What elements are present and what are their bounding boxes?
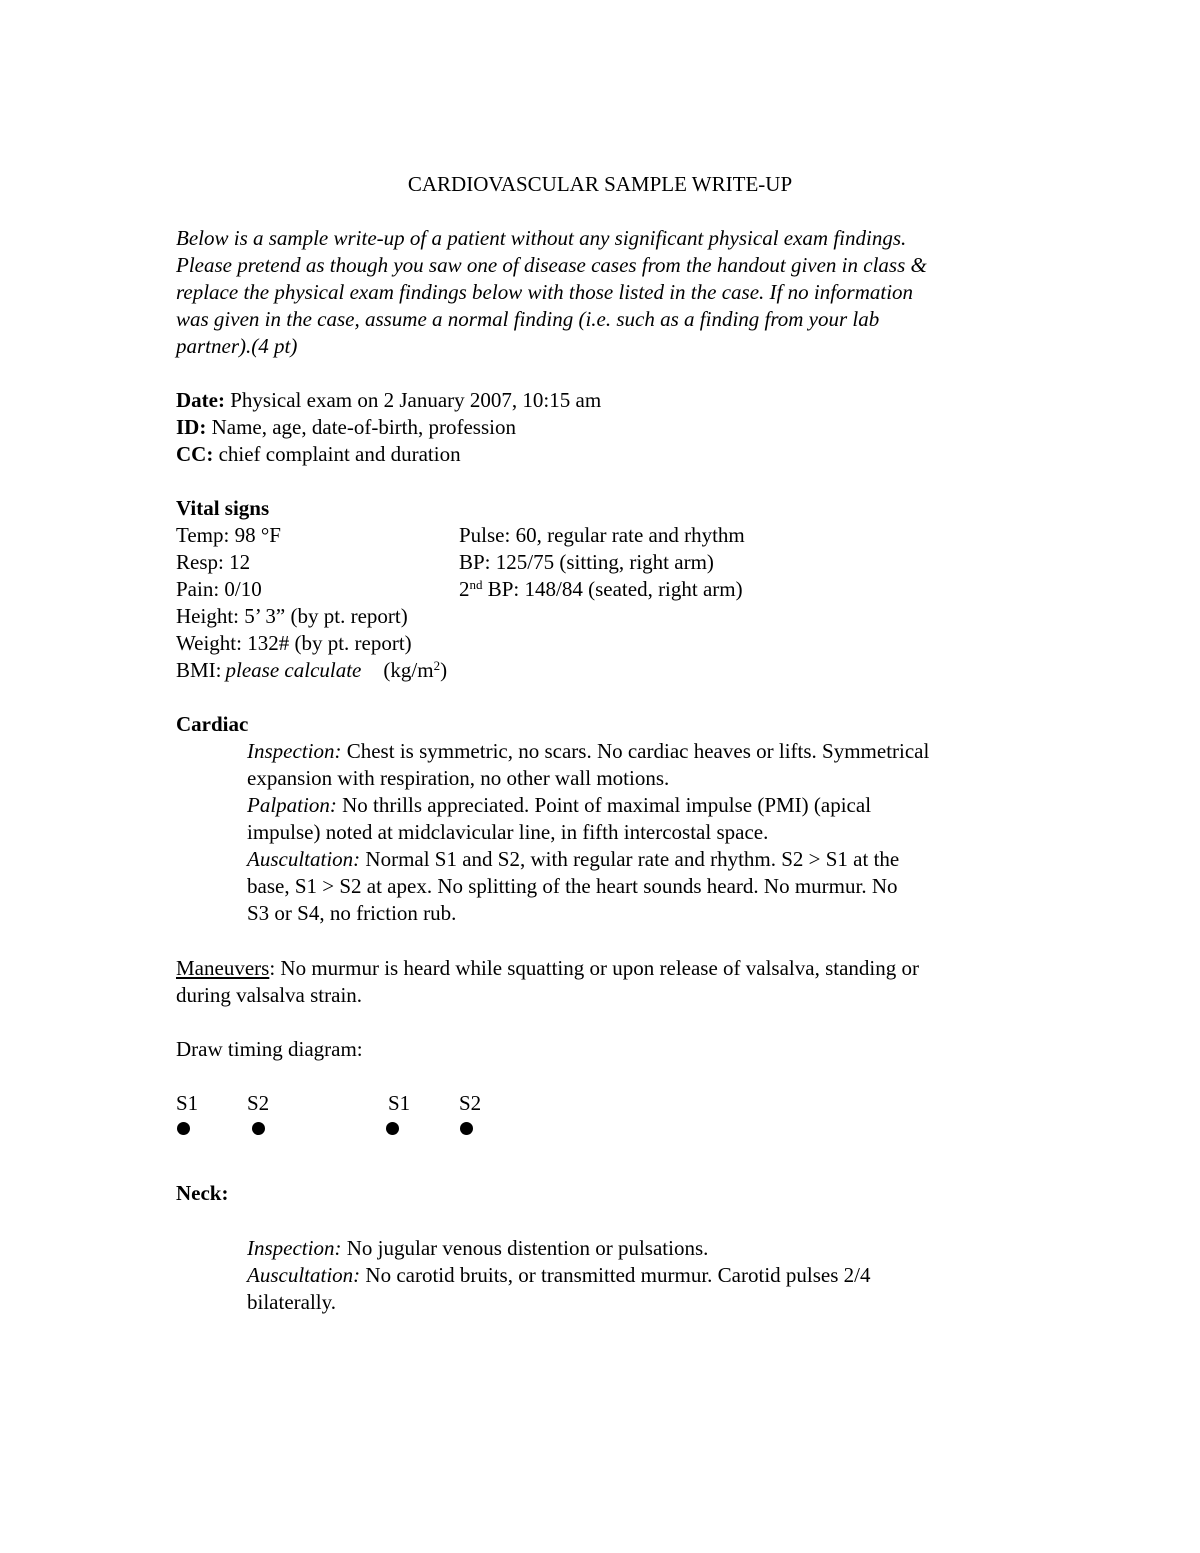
vital-pain: Pain: 0/10 — [176, 577, 262, 601]
timing-label-s1-first: S1 — [176, 1091, 199, 1115]
timing-label-s2-first: S2 — [247, 1091, 270, 1115]
cardiac-inspection-cont: expansion with respiration, no other wall motions. — [247, 766, 670, 790]
heart-sound-dot — [252, 1122, 265, 1135]
id-line — [176, 414, 516, 441]
maneuvers-cont: during valsalva strain. — [176, 983, 363, 1007]
intro-line: Please pretend as though you saw one of disease cases from the handout given in class & — [176, 253, 927, 277]
vital-pulse: Pulse: 60, regular rate and rhythm — [459, 523, 745, 547]
vital-temp: Temp: 98 °F — [176, 523, 281, 547]
page-title: CARDIOVASCULAR SAMPLE WRITE-UP — [407, 172, 793, 196]
maneuvers-line — [176, 955, 919, 982]
cardiac-auscultation-cont2: S3 or S4, no friction rub. — [247, 901, 457, 925]
vital-resp: Resp: 12 — [176, 550, 251, 574]
id-value: Name, age, date-of-birth, profession — [211, 415, 516, 439]
second-bp-text: BP: 148/84 (seated, right arm) — [482, 577, 743, 601]
inspection-label: Inspection: — [247, 739, 342, 763]
neck-auscultation-label: Auscultation: — [247, 1263, 361, 1287]
vital-signs-heading: Vital signs — [176, 496, 270, 520]
palpation-label: Palpation: — [247, 793, 337, 817]
timing-prompt: Draw timing diagram: — [176, 1037, 363, 1061]
timing-label-s1-second: S1 — [388, 1091, 411, 1115]
cardiac-palpation — [247, 792, 871, 819]
vital-bmi — [176, 657, 447, 684]
intro-line: replace the physical exam findings below with those listed in the case. If no information — [176, 280, 914, 304]
heart-sound-dot — [460, 1122, 473, 1135]
cc-value: chief complaint and duration — [218, 442, 461, 466]
timing-label-s2-second: S2 — [459, 1091, 482, 1115]
vital-bp: BP: 125/75 (sitting, right arm) — [459, 550, 714, 574]
date-label: Date: — [176, 388, 225, 412]
heart-sound-dot — [386, 1122, 399, 1135]
maneuvers-text: : No murmur is heard while squatting or upon release of valsalva, standing or — [269, 956, 919, 980]
neck-auscultation-cont: bilaterally. — [247, 1290, 337, 1314]
cardiac-heading: Cardiac — [176, 712, 249, 736]
auscultation-label: Auscultation: — [247, 847, 361, 871]
second-bp-number: 2 — [459, 577, 470, 601]
neck-auscultation — [247, 1262, 871, 1289]
cardiac-auscultation — [247, 846, 899, 873]
id-label: ID: — [176, 415, 207, 439]
cardiac-palpation-cont: impulse) noted at midclavicular line, in fifth intercostal space. — [247, 820, 769, 844]
cc-label: CC: — [176, 442, 214, 466]
vital-weight: Weight: 132# (by pt. report) — [176, 631, 412, 655]
neck-inspection-text: No jugular venous distention or pulsations. — [341, 1236, 709, 1260]
cardiac-inspection — [247, 738, 929, 765]
maneuvers-label: Maneuvers — [176, 956, 270, 980]
date-value: Physical exam on 2 January 2007, 10:15 am — [230, 388, 602, 412]
date-line — [176, 387, 601, 414]
neck-heading: Neck: — [176, 1181, 229, 1205]
bmi-value: please calculate — [225, 658, 362, 682]
cardiac-auscultation-cont: base, S1 > S2 at apex. No splitting of the heart sounds heard. No murmur. No — [247, 874, 898, 898]
neck-auscultation-text: No carotid bruits, or transmitted murmur. Carotid pulses 2/4 — [360, 1263, 871, 1287]
palpation-text: No thrills appreciated. Point of maximal impulse (PMI) (apical — [336, 793, 872, 817]
intro-line: was given in the case, assume a normal finding (i.e. such as a finding from your lab — [176, 307, 880, 331]
neck-inspection-label: Inspection: — [247, 1236, 342, 1260]
second-bp-ordinal: nd — [469, 577, 483, 592]
vital-second-bp — [459, 576, 743, 603]
bmi-unit: $(kg/m^2)$ — [383, 658, 448, 682]
heart-sound-dot — [177, 1122, 190, 1135]
neck-inspection — [247, 1235, 708, 1262]
intro-line: Below is a sample write-up of a patient without any significant physical exam findings. — [176, 226, 907, 250]
cc-line — [176, 441, 461, 468]
intro-paragraph — [176, 225, 1036, 360]
vital-height: Height: 5’ 3” (by pt. report) — [176, 604, 408, 628]
auscultation-text: Normal S1 and S2, with regular rate and rhythm. S2 > S1 at the — [360, 847, 900, 871]
inspection-text: Chest is symmetric, no scars. No cardiac heaves or lifts. Symmetrical — [341, 739, 930, 763]
bmi-label: BMI: — [176, 658, 222, 682]
intro-line: partner).(4 pt) — [176, 334, 298, 358]
